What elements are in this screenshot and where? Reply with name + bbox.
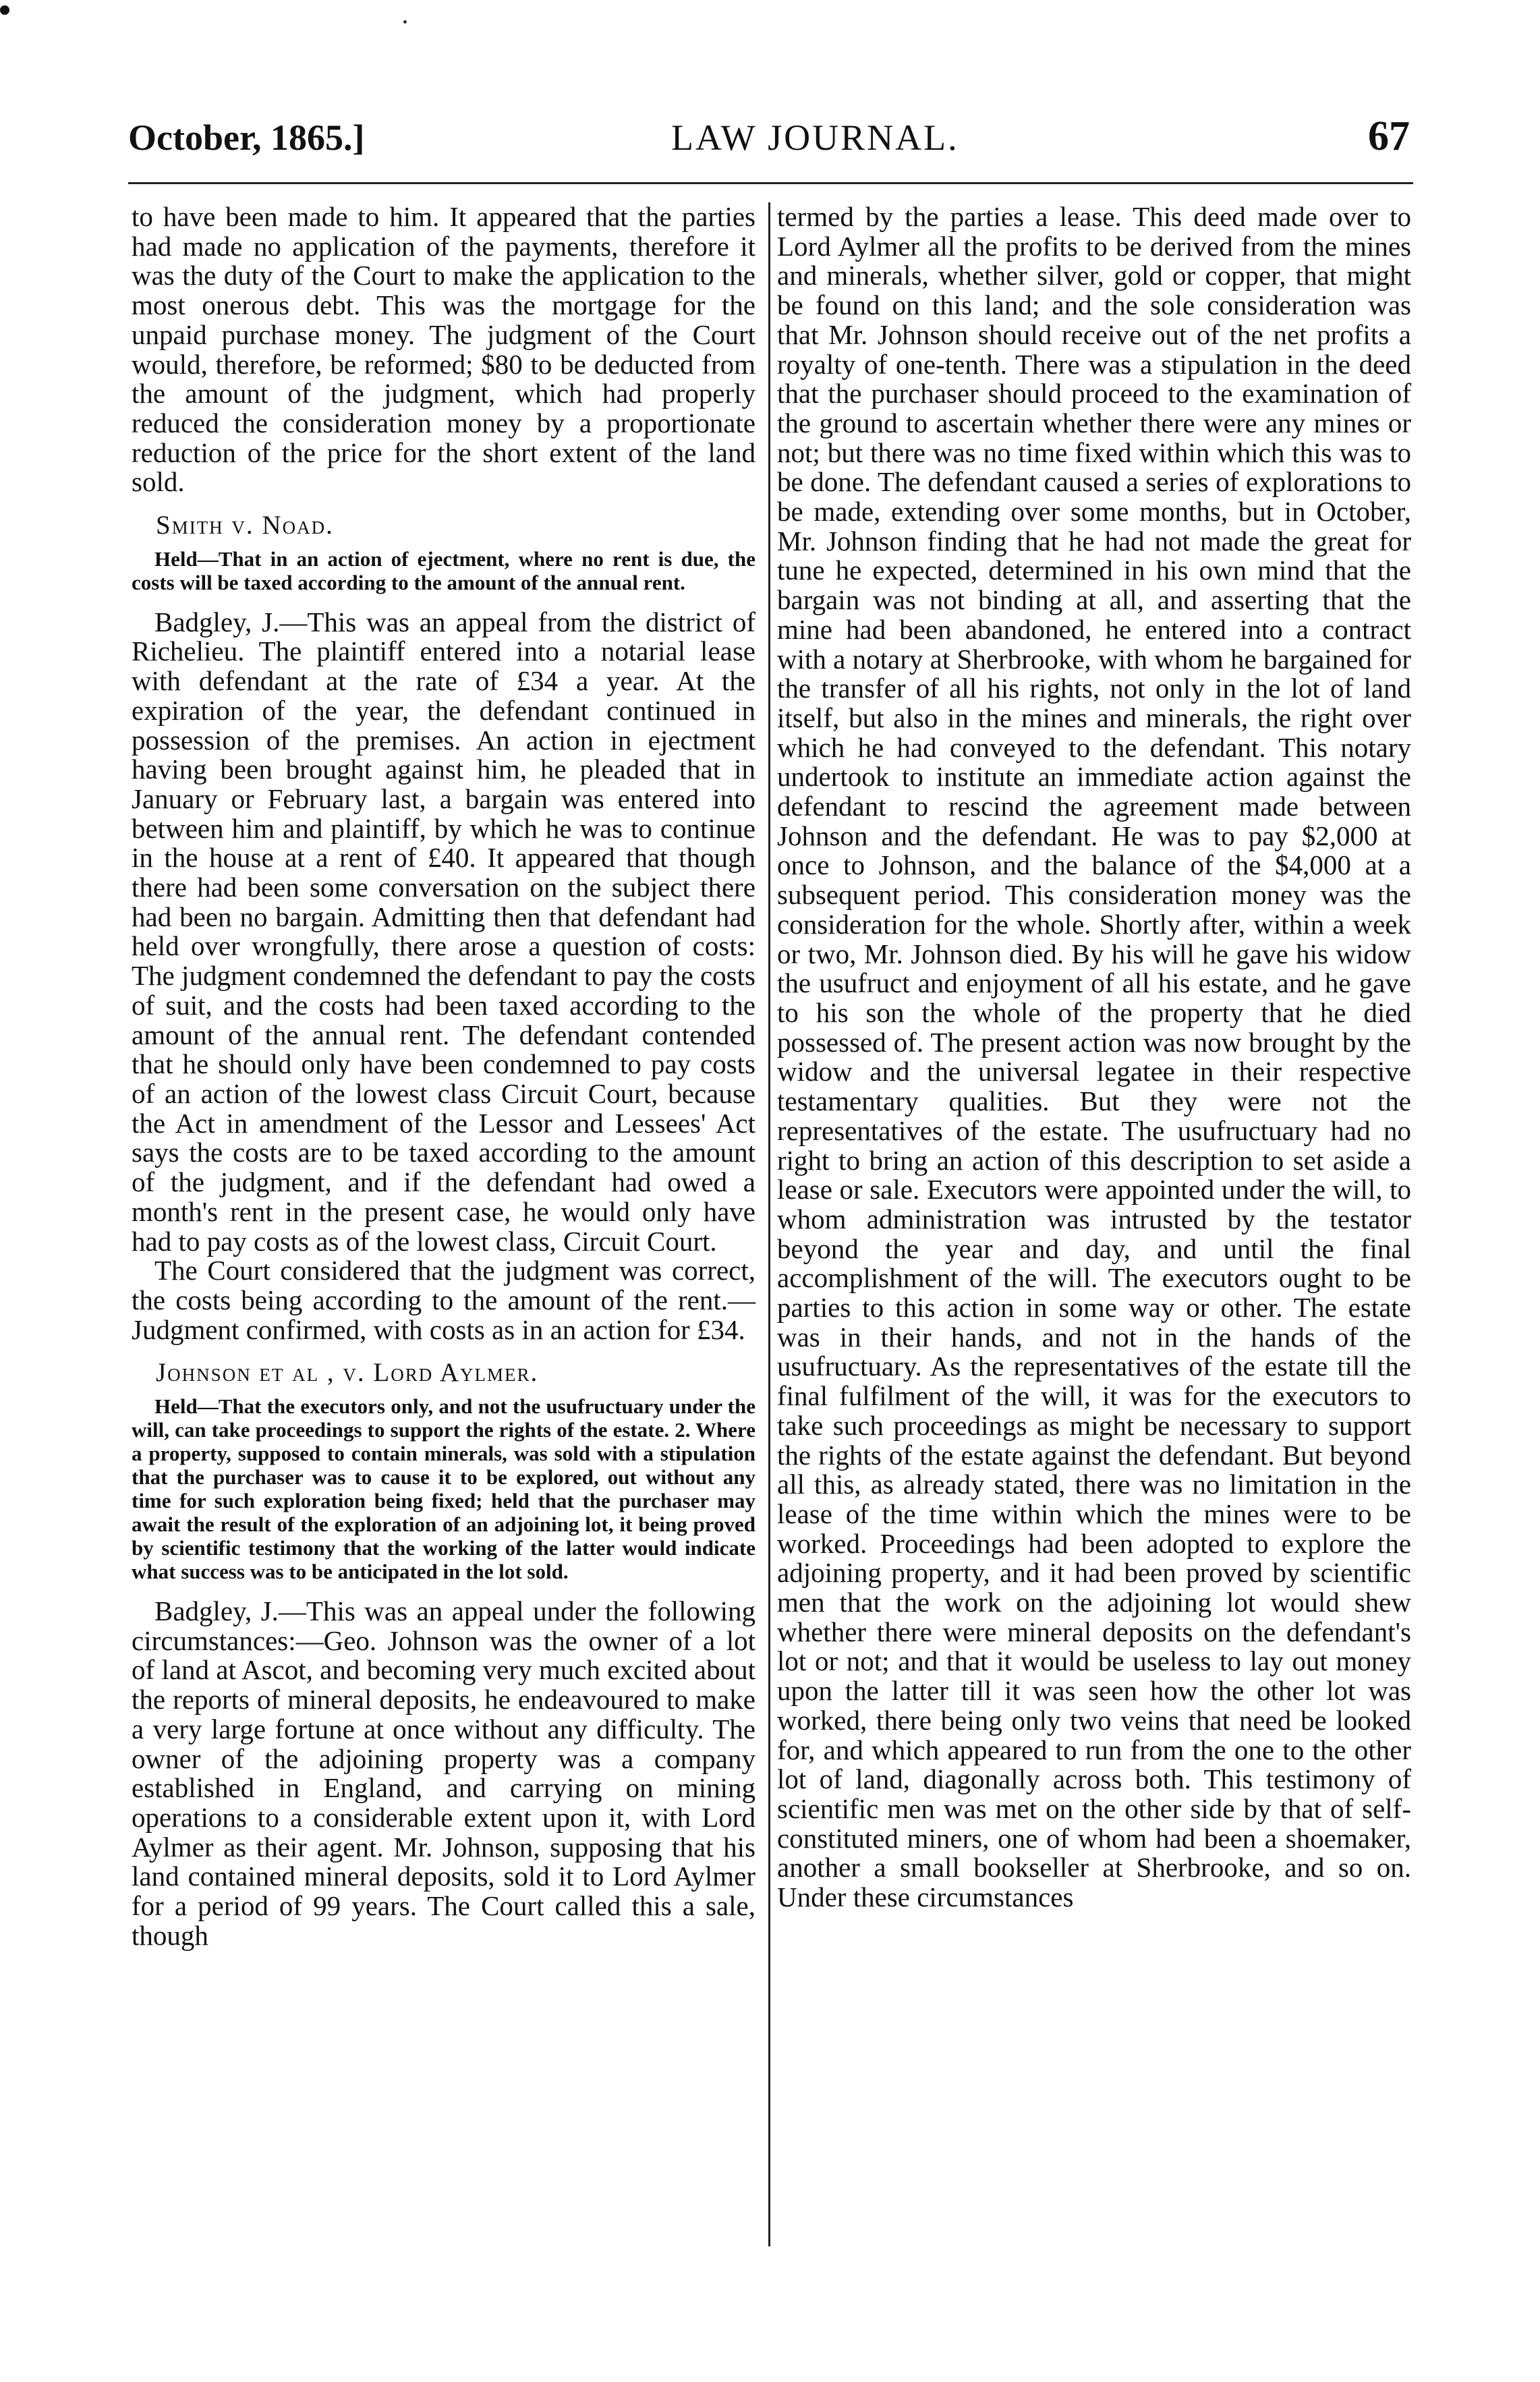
paragraph: to have been made to him. It appeared that the parties had made no application of the payments, therefore it was the duty of the Court to make the application to the most onerous debt. This was the mortgage for the unpaid purchase money. The judgment of the Court would, therefore, be reformed; $80 to be deducted from the amount of the judgment, which had properly reduced the consideration money by a proportionate reduction of the price for the short extent of the land sold. — [132, 201, 755, 498]
right-column — [777, 202, 1411, 1912]
case-title: Johnson et al , v. Lord Aylmer. — [156, 1358, 539, 1388]
page-mark — [0, 5, 9, 15]
header-page-number: 67 — [1368, 113, 1410, 159]
header-date: October, 1865.] — [128, 117, 365, 158]
left-column — [132, 202, 755, 1950]
header-journal-title: LAW JOURNAL. — [671, 117, 959, 158]
paragraph: termed by the parties a lease. This deed made over to Lord Aylmer all the profits to be derived from the mines and minerals, whether silver, gold or copper, that might be found on this land; and the sole consideration was that Mr. Johnson should receive out of the net profits a royalty of one-tenth. There was a stipulation in the deed that the purchaser should proceed to the examination of the ground to ascertain whether there were any mines or not; but there was no time fixed within which this was to be done. The defendant caused a series of explorations to be made, extending over some months, but in October, Mr. Johnson finding that he had not made the great for tune he expected, determined in his own mind that the bargain was not binding at all, and asserting that the mine had been abandoned, he entered into a contract with a notary at Sherbrooke, with whom he bargained for the transfer of all his rights, not only in the lot of land itself, but also in the mines and minerals, the right over which he had conveyed to the defendant. This notary undertook to institute an immediate action against the defendant to rescind the agreement made between Johnson and the defendant. He was to pay $2,000 at once to Johnson, and the balance of the $4,000 at a subsequent period. This consideration money was the consideration for the whole. Shortly after, within a week or two, Mr. Johnson died. By his will he gave his widow the usufruct and enjoyment of all his estate, and he gave to his son the whole of the property that he died possessed of. The present action was now brought by the widow and the universal legatee in their respective testamentary qualities. But they were not the representatives of the estate. The usufructuary had no right to bring an action of this description to set aside a lease or sale. Executors were appointed under the will, to whom administration was intrusted by the testator beyond the year and day, and until the final accomplishment of the will. The executors ought to be parties to this action in some way or other. The estate was in their hands, and not in the hands of the usufructuary. As the representatives of the estate till the final fulfilment of the will, it was for the executors to take such proceedings as might be necessary to support the rights of the estate against the defendant. But beyond all this, as already stated, there was no limitation in the lease of the time within which the mines were to be worked. Proceedings had been adopted to explore the adjoining property, and it had been proved by scientific men that the work on the adjoining lot would shew whether there were mineral deposits on the defendant's lot or not; and that it would be useless to lay out money upon the latter till it was seen how the other lot was worked, there being only two veins that need be looked for, and which appeared to run from the one to the other lot of land, diagonally across both. This testimony of scientific men was met on the other side by that of self-constituted miners, one of whom had been a shoemaker, another a small bookseller at Sherbrooke, and so on. Under these circumstances — [777, 201, 1411, 1913]
case-title: Smith v. Noad. — [156, 511, 334, 540]
page-header — [128, 111, 1410, 165]
paragraph: Badgley, J.—This was an appeal from the district of Richelieu. The plaintiff entered into a notarial lease with defendant at the rate of £34 a year. At the expiration of the year, the defendant continued in possession of the premises. An action in ejectment having been brought against him, he pleaded that in January or February last, a bargain was entered into between him and plaintiff, by which he was to continue in the house at a rent of £40. It appeared that though there had been some conversation on the subject there had been no bargain. Admitting then that defendant had held over wrongfully, there arose a question of costs: The judgment condemned the defendant to pay the costs of suit, and the costs had been taxed according to the amount of the annual rent. The defendant contended that he should only have been condemned to pay costs of an action of the lowest class Circuit Court, because the Act in amendment of the Lessor and Lessees' Act says the costs are to be taxed according to the amount of the judgment, and if the defendant had owed a month's rent in the present case, he would only have had to pay costs as of the lowest class, Circuit Court. — [132, 606, 755, 1257]
column-divider — [768, 202, 770, 2246]
paragraph: The Court considered that the judgment was correct, the costs being according to the amount of the rent.—Judgment confirmed, with costs as in an action for £34. — [132, 1255, 755, 1345]
header-rule — [128, 182, 1413, 184]
case-headnote: Held—That in an action of ejectment, where no rent is due, the costs will be taxed according to the amount of the annual rent. — [132, 546, 755, 594]
paragraph: Badgley, J.—This was an appeal under the following circumstances:—Geo. Johnson was the owner of a lot of land at Ascot, and becoming very much excited about the reports of mineral deposits, he endeavoured to make a very large fortune at once without any difficulty. The owner of the adjoining property was a company established in England, and carrying on mining operations to a considerable extent upon it, with Lord Aylmer as their agent. Mr. Johnson, supposing that his land contained mineral deposits, sold it to Lord Aylmer for a period of 99 years. The Court called this a sale, though — [132, 1595, 755, 1951]
case-headnote: Held—That the executors only, and not the usufructuary under the will, can take proceedings to support the rights of the estate. 2. Where a property, supposed to contain minerals, was sold with a stipulation that the purchaser was to cause it to be explored, out without any time for such exploration being fixed; held that the purchaser may await the result of the exploration of an adjoining lot, it being proved by scientific testimony that the working of the latter would indicate what success was to be anticipated in the lot sold. — [132, 1394, 755, 1584]
page-speck — [403, 20, 407, 24]
